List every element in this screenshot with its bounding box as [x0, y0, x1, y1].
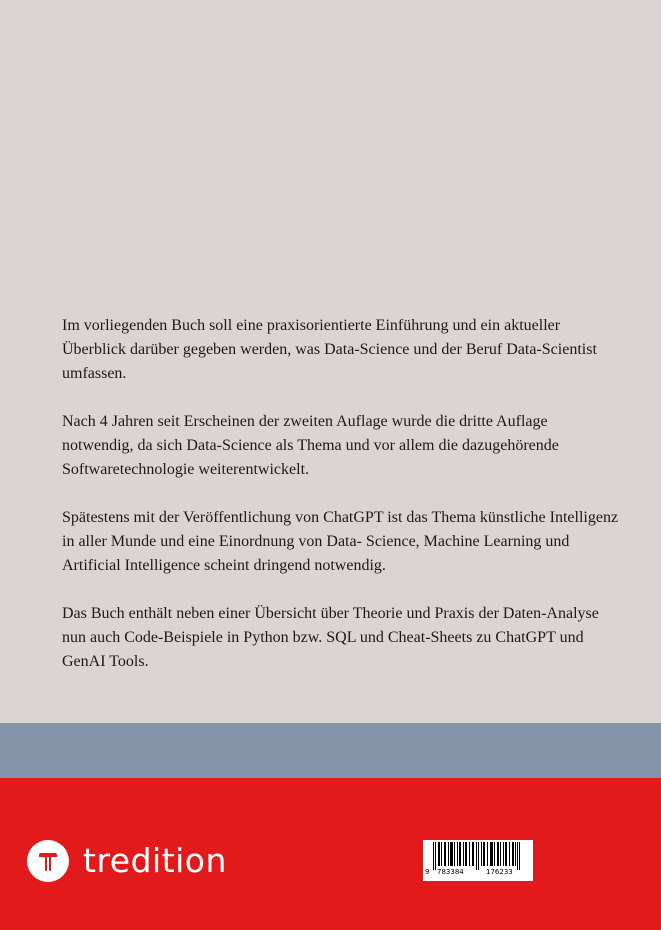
barcode-left-digits: 783384: [437, 868, 464, 876]
publisher-name: tredition: [83, 841, 227, 880]
blurb-paragraph-2: Nach 4 Jahren seit Erscheinen der zweiten Auflage wurde die dritte Auflage notwendig, da sich Data-Science als Thema und vor allem die dazugehörende Softwaretechnologie weiterentwickelt.: [62, 413, 559, 478]
blurb-text: [62, 314, 622, 698]
blurb-paragraph-4: Das Buch enthält neben einer Übersicht über Theorie und Praxis der Daten-Analyse nun auch Code-Beispiele in Python bzw. SQL und Cheat-Sheets zu ChatGPT und GenAI Tools.: [62, 605, 599, 670]
isbn-barcode: [423, 840, 533, 881]
barcode-right-digits: 176233: [486, 868, 513, 876]
blurb-paragraph-1: Im vorliegenden Buch soll eine praxisorientierte Einführung und ein aktueller Überblick darüber gegeben werden, was Data-Science und der Beruf Data-Scientist umfassen.: [62, 317, 597, 382]
blurb-paragraph-3: Spätestens mit der Veröffentlichung von ChatGPT ist das Thema künstliche Intelligenz in aller Munde und eine Einordnung von Data- Science, Machine Learning und Artificial Intelligence scheint dringend notwendig.: [62, 509, 619, 574]
tredition-t-icon: [27, 840, 69, 882]
barcode-bars: [423, 840, 533, 870]
publisher-logo: [27, 840, 227, 882]
blue-band: [0, 723, 661, 778]
publisher-footer: [0, 778, 661, 930]
barcode-first-digit: 9: [425, 868, 430, 876]
